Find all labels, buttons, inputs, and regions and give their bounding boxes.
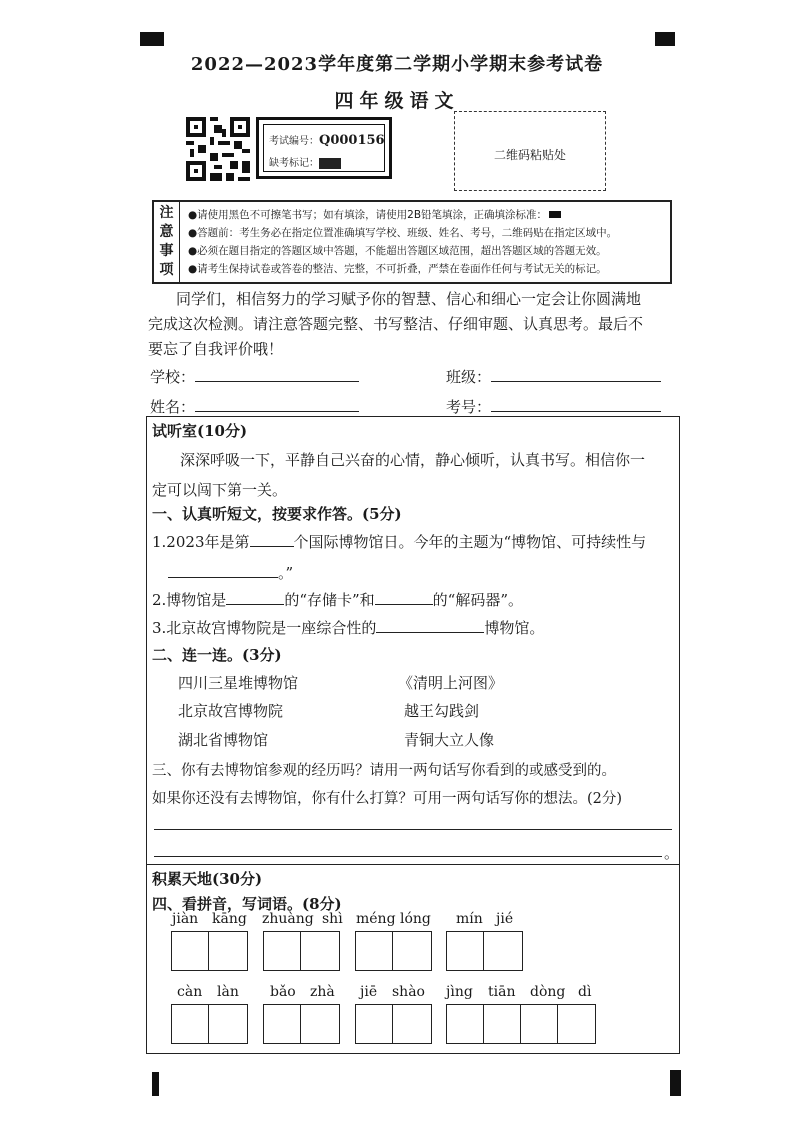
word-box-group <box>446 931 523 971</box>
question-3: 3.北京故宫博物院是一座综合性的 博物馆。 <box>152 619 545 637</box>
pinyin-syllable: zhuàng <box>262 911 314 927</box>
word-box-group <box>355 1004 432 1044</box>
pinyin-syllable: lóng <box>400 911 431 927</box>
part4-title: 四、看拼音，写词语。(8分) <box>152 895 342 913</box>
answer-line[interactable] <box>154 856 662 857</box>
corner-mark-bottom-right <box>670 1070 681 1096</box>
match-right-item[interactable]: 《清明上河图》 <box>398 674 504 692</box>
pinyin-syllable: jiàn <box>172 911 199 927</box>
listening-intro: 深深呼吸一下，平静自己兴奋的心情，静心倾听，认真书写。相信你一 定可以闯下第一关。 <box>152 451 646 499</box>
question-2: 2.博物馆是 的“存储卡”和 的“解码器”。 <box>152 591 523 609</box>
question-1: 1.2023年是第 个国际博物馆日。今年的主题为“博物馆、可持续性与 <box>152 533 647 551</box>
pinyin-syllable: zhà <box>310 984 335 1000</box>
absent-mark-box[interactable] <box>319 158 341 169</box>
character-box[interactable] <box>301 932 338 970</box>
exam-id-box <box>256 117 392 179</box>
character-box[interactable] <box>264 932 301 970</box>
word-box-group <box>446 1004 596 1044</box>
qr-code-icon <box>186 117 250 181</box>
match-left-item[interactable]: 湖北省博物馆 <box>178 731 269 749</box>
answer-end-mark: 。 <box>664 844 680 862</box>
part1-title: 一、认真听短文，按要求作答。(5分) <box>152 505 402 523</box>
notice-item: ●请考生保持试卷或答卷的整洁、完整，不可折叠，严禁在卷面作任何与考试无关的标记。 <box>188 263 607 275</box>
exam-no-value: Q000156 <box>319 133 385 148</box>
notice-item: ●必须在题目指定的答题区域中答题，不能超出答题区域范围，超出答题区域的答题无效。 <box>188 245 607 257</box>
exam-number-field[interactable] <box>446 396 661 417</box>
pinyin-syllable: méng <box>356 911 396 927</box>
pinyin-syllable: shào <box>392 984 425 1000</box>
match-left-item[interactable]: 四川三星堆博物馆 <box>178 674 299 692</box>
character-box[interactable] <box>484 932 521 970</box>
qr-paste-label: 二维码粘贴处 <box>493 148 566 162</box>
section-accumulation-title: 积累天地(30分) <box>152 870 263 888</box>
character-box[interactable] <box>558 1005 595 1043</box>
pinyin-syllable: jiē <box>360 984 378 1000</box>
q1-blank-1[interactable] <box>250 532 294 547</box>
notice-item: ●答题前：考生务必在指定位置准确填写学校、班级、姓名、考号，二维码贴在指定区域中。 <box>188 227 618 239</box>
match-right-item[interactable]: 越王勾践剑 <box>404 702 480 720</box>
exam-title: 2022—2023学年度第二学期小学期末参考试卷 <box>190 54 604 75</box>
word-box-group <box>263 931 340 971</box>
character-box[interactable] <box>172 932 209 970</box>
notice-item: ●请使用黑色不可擦笔书写；如有填涂，请使用2B铅笔填涂，正确填涂标准： <box>188 206 617 224</box>
character-box[interactable] <box>484 1005 521 1043</box>
pinyin-syllable: làn <box>217 984 239 1000</box>
qr-paste-area <box>454 111 606 191</box>
exam-number-label: 考号： <box>446 398 492 416</box>
class-field[interactable] <box>446 366 661 387</box>
word-box-group <box>171 1004 248 1044</box>
character-box[interactable] <box>356 932 393 970</box>
school-label: 学校： <box>150 368 196 386</box>
pinyin-syllable: tiān <box>488 984 516 1000</box>
word-box-group <box>171 931 248 971</box>
pinyin-syllable: shì <box>322 911 343 927</box>
word-box-group <box>355 931 432 971</box>
character-box[interactable] <box>172 1005 209 1043</box>
exam-subtitle: 四年级语文 <box>334 90 460 112</box>
question-1-cont: 。” <box>168 562 293 583</box>
q2-blank-1[interactable] <box>226 590 284 605</box>
match-right-item[interactable]: 青铜大立人像 <box>404 731 495 749</box>
school-field[interactable] <box>150 366 359 387</box>
character-box[interactable] <box>209 1005 246 1043</box>
pinyin-syllable: jìng <box>446 984 473 1000</box>
character-box[interactable] <box>521 1005 558 1043</box>
fill-sample-icon <box>549 211 561 218</box>
pinyin-syllable: dì <box>578 984 592 1000</box>
name-label: 姓名： <box>150 398 196 416</box>
notice-heading: 注 意 事 项 <box>154 202 180 282</box>
word-box-group <box>263 1004 340 1044</box>
section-divider <box>146 864 680 865</box>
character-box[interactable] <box>264 1005 301 1043</box>
intro-paragraph: 同学们，相信努力的学习赋予你的智慧、信心和细心一定会让你圆满地 完成这次检测。请注意答题完整、书写整洁、仔细审题、认真思考。最后不 要忘了自我评价哦！ <box>148 290 644 358</box>
character-box[interactable] <box>393 932 430 970</box>
pinyin-syllable: jié <box>496 911 514 927</box>
pinyin-syllable: càn <box>177 984 203 1000</box>
part2-title: 二、连一连。(3分) <box>152 646 282 664</box>
match-left-item[interactable]: 北京故宫博物院 <box>178 702 284 720</box>
name-field[interactable] <box>150 396 359 417</box>
q1-blank-2[interactable] <box>168 563 278 578</box>
q2-blank-2[interactable] <box>375 590 433 605</box>
class-label: 班级： <box>446 368 492 386</box>
part3-prompt: 三、你有去博物馆参观的经历吗？请用一两句话写你看到的或感受到的。 如果你还没有去博物馆，你有什么打算？可用一两句话写你的想法。(2分) <box>152 763 623 807</box>
character-box[interactable] <box>301 1005 338 1043</box>
pinyin-syllable: mín <box>456 911 483 927</box>
corner-mark-bottom-left <box>152 1072 159 1096</box>
q3-blank[interactable] <box>376 618 484 633</box>
character-box[interactable] <box>356 1005 393 1043</box>
pinyin-syllable: bǎo <box>270 984 296 1000</box>
pinyin-syllable: kāng <box>212 911 247 927</box>
exam-no-label: 考试编号： <box>269 136 319 147</box>
absent-mark-label: 缺考标记： <box>269 158 319 169</box>
character-box[interactable] <box>447 1005 484 1043</box>
corner-mark-top-left <box>140 32 164 46</box>
character-box[interactable] <box>209 932 246 970</box>
notice-box <box>152 200 672 284</box>
section-listening-title: 试听室(10分) <box>152 422 248 440</box>
corner-mark-top-right <box>655 32 675 46</box>
answer-line[interactable] <box>154 829 672 830</box>
character-box[interactable] <box>447 932 484 970</box>
pinyin-syllable: dòng <box>530 984 566 1000</box>
character-box[interactable] <box>393 1005 430 1043</box>
